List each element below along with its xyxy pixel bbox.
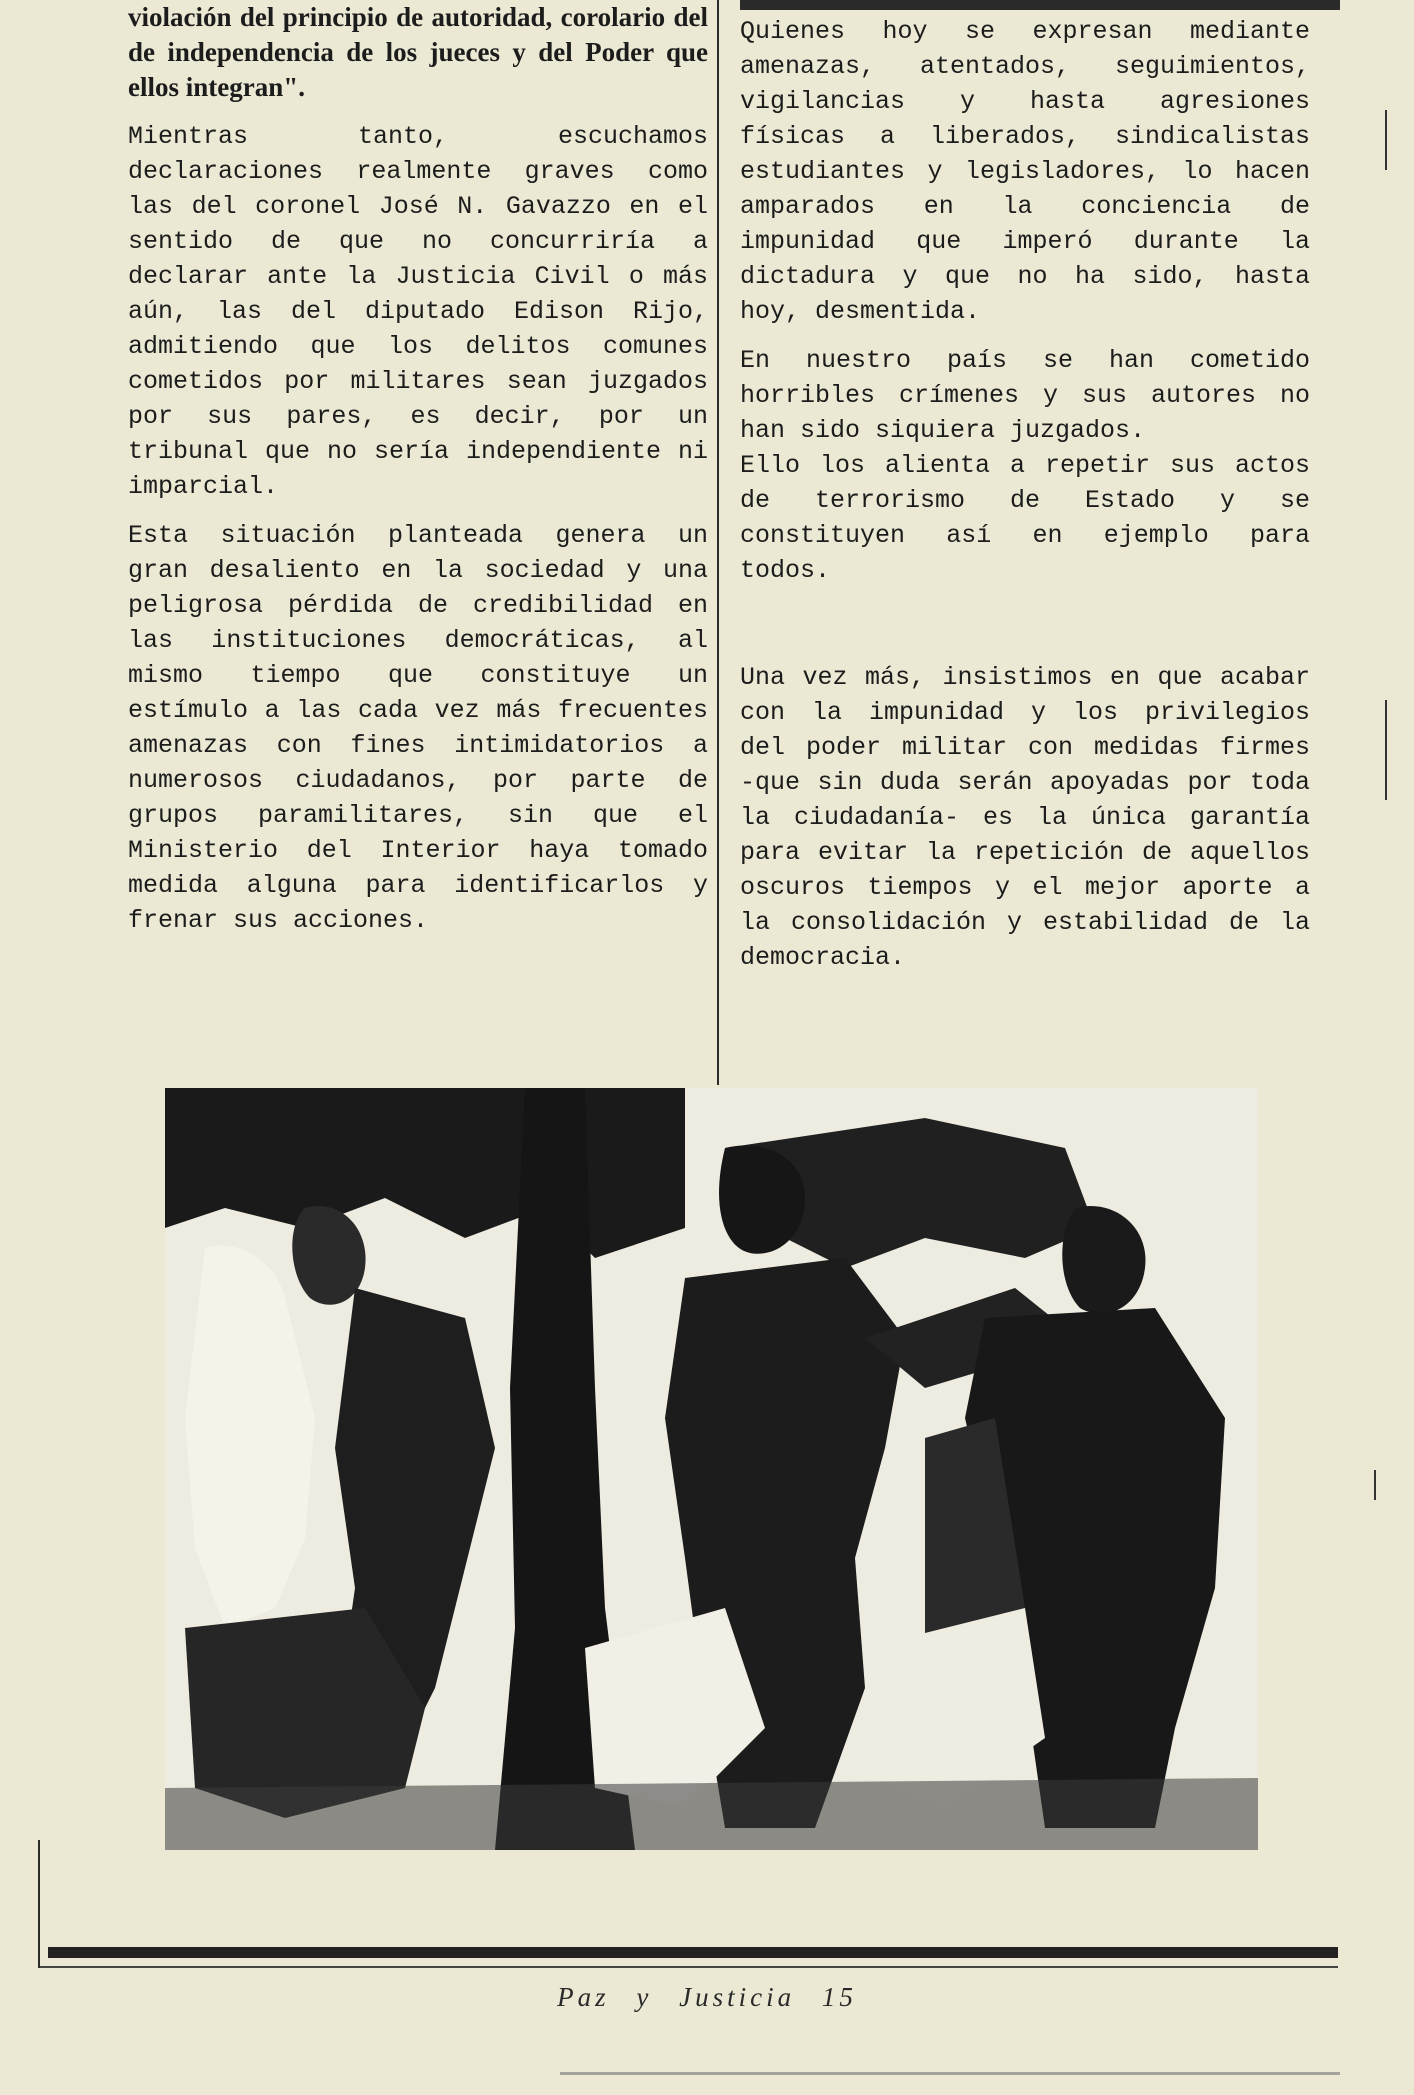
right-column: [740, 14, 1310, 989]
scan-edge-artifact: [560, 2072, 1340, 2075]
margin-tick: [1385, 700, 1387, 800]
right-paragraph-4: Una vez más, insistimos en que acabar con la impunidad y los privilegios del poder militar con medidas firmes -que sin duda serán apoyadas por toda la ciudadanía- es la única garantía para evitar la repetición de aquellos oscuros tiempos y el mejor aporte a la consolidación y estabilidad de la democracia.: [740, 663, 1310, 972]
footer-word-y: y: [636, 1982, 653, 2012]
right-paragraph-2: En nuestro país se han cometido horribles crímenes y sus autores no han sido siquiera juzgados.: [740, 346, 1310, 445]
page-footer: [0, 1982, 1414, 2013]
right-paragraph-3: Ello los alienta a repetir sus actos de terrorismo de Estado y se constituyen así en ejemplo para todos.: [740, 451, 1310, 585]
frame-left-line: [38, 1840, 40, 1968]
bottom-rule-thin: [38, 1966, 1338, 1968]
top-rule: [740, 0, 1340, 10]
bottom-rule: [48, 1947, 1338, 1958]
photo-illustration: [165, 1088, 1258, 1850]
footer-word-paz: Paz: [557, 1982, 610, 2012]
right-paragraph-1: Quienes hoy se expresan mediante amenazas, atentados, seguimientos, vigilancias y hasta agresiones físicas a liberados, sindicalistas estudiantes y legisladores, lo hacen amparados en la conciencia de impunidad que imperó durante la dictadura y que no ha sido, hasta hoy, desmentida.: [740, 17, 1310, 326]
footer-page-number: 15: [821, 1982, 857, 2012]
left-paragraph-lead: violación del principio de autoridad, corolario del de independencia de los jueces y del Poder que ellos integran".: [128, 2, 708, 102]
news-photo: [165, 1088, 1258, 1850]
left-paragraph-3: Esta situación planteada genera un gran desaliento en la sociedad y una peligrosa pérdida de credibilidad en las instituciones democráticas, al mismo tiempo que constituye un estímulo a las cada vez más frecuentes amenazas con fines intimidatorios a numerosos ciudadanos, por parte de grupos paramilitares, sin que el Ministerio del Interior haya tomado medida alguna para identificarlos y frenar sus acciones.: [128, 521, 708, 935]
margin-tick: [1374, 1470, 1376, 1500]
column-divider: [717, 0, 719, 1085]
column-spacer: [740, 602, 1310, 660]
margin-tick: [1385, 110, 1387, 170]
footer-word-justicia: Justicia: [679, 1982, 796, 2012]
left-paragraph-2: Mientras tanto, escuchamos declaraciones realmente graves como las del coronel José N. Gavazzo en el sentido de que no concurriría a declarar ante la Justicia Civil o más aún, las del diputado Edison Rijo, admitiendo que los delitos comunes cometidos por militares sean juzgados por sus pares, es decir, por un tribunal que no sería independiente ni imparcial.: [128, 122, 708, 501]
left-column: [128, 0, 708, 952]
